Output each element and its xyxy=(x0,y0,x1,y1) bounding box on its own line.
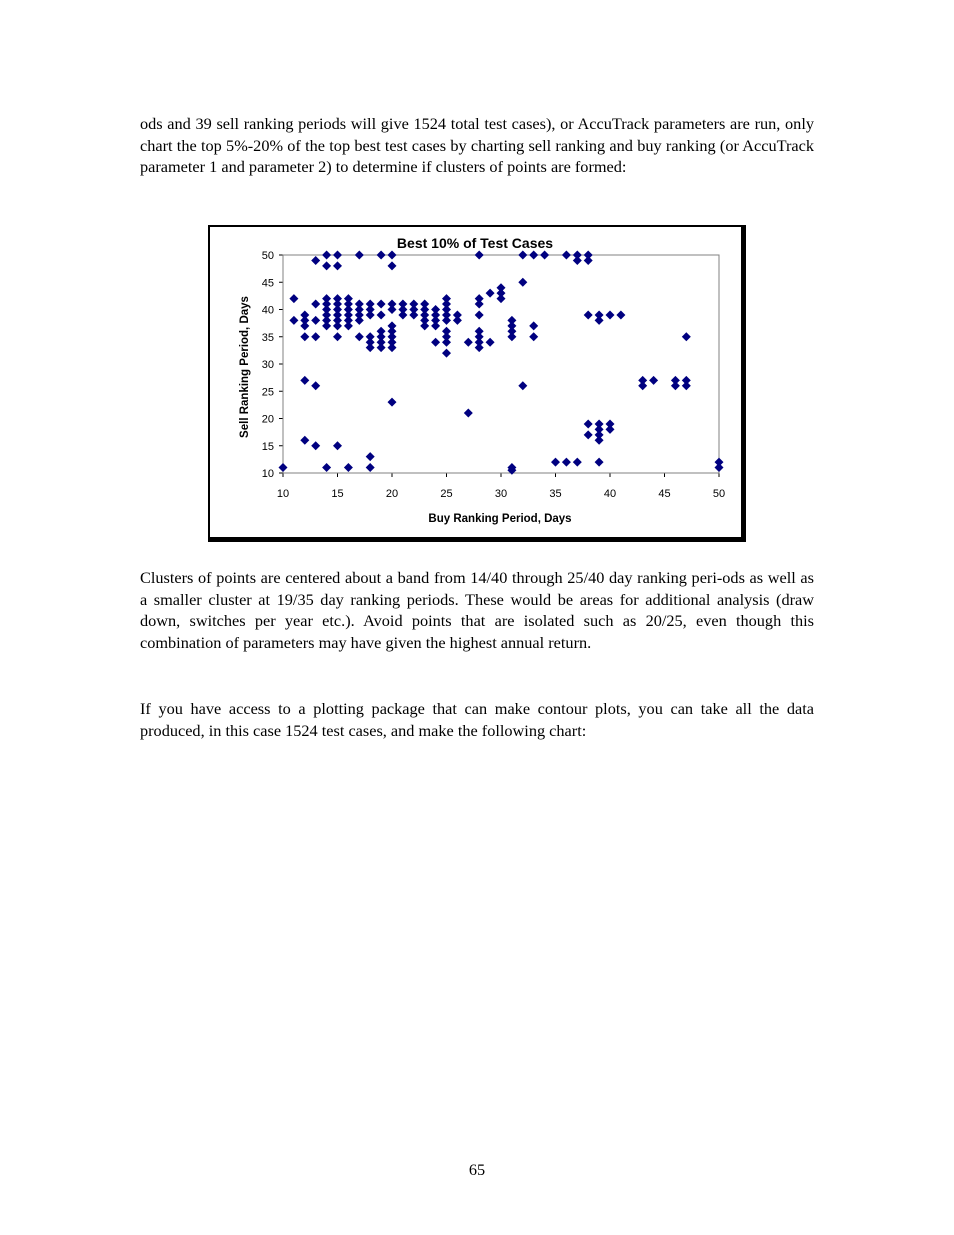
data-point xyxy=(464,409,473,418)
data-point xyxy=(475,300,484,309)
data-point xyxy=(671,381,680,390)
data-point xyxy=(344,321,353,330)
data-point xyxy=(311,381,320,390)
data-point xyxy=(551,458,560,467)
data-point xyxy=(311,316,320,325)
data-point xyxy=(529,332,538,341)
data-point xyxy=(322,251,331,260)
data-point xyxy=(682,381,691,390)
data-point xyxy=(377,300,386,309)
data-point xyxy=(529,251,538,260)
data-point xyxy=(584,419,593,428)
data-point xyxy=(333,332,342,341)
data-point xyxy=(366,452,375,461)
data-point xyxy=(355,332,364,341)
analysis-paragraph: Clusters of points are centered about a band from 14/40 through 25/40 day ranking peri-ods as well as a smaller cluster at 19/35 day ranking periods. These would be areas for additional analysis (draw down, switches per year etc.). Avoid points that are isolated such as 20/25, even though this combination of parameters may have given the highest annual return. xyxy=(140,568,814,652)
data-point xyxy=(573,256,582,265)
data-point xyxy=(595,458,604,467)
data-point xyxy=(464,338,473,347)
data-point xyxy=(584,430,593,439)
y-tick-label: 40 xyxy=(261,304,274,317)
data-point xyxy=(322,463,331,472)
chart-canvas xyxy=(210,227,741,537)
data-point xyxy=(388,343,397,352)
data-point xyxy=(289,316,298,325)
data-point xyxy=(562,251,571,260)
data-point xyxy=(442,349,451,358)
data-point xyxy=(486,338,495,347)
data-point xyxy=(584,256,593,265)
data-point xyxy=(616,310,625,319)
data-point xyxy=(529,321,538,330)
data-point xyxy=(322,261,331,270)
data-point xyxy=(311,332,320,341)
data-point xyxy=(333,261,342,270)
data-point xyxy=(300,436,309,445)
data-point xyxy=(311,441,320,450)
y-tick-label: 30 xyxy=(261,359,274,371)
x-tick-label: 50 xyxy=(712,488,726,500)
data-point xyxy=(562,458,571,467)
data-point xyxy=(606,310,615,319)
data-point xyxy=(366,463,375,472)
data-point xyxy=(333,251,342,260)
x-axis xyxy=(277,473,725,500)
data-point xyxy=(300,332,309,341)
data-point xyxy=(715,463,724,472)
y-tick-label: 25 xyxy=(261,386,274,399)
data-point xyxy=(388,398,397,407)
data-point xyxy=(518,278,527,287)
data-point xyxy=(497,294,506,303)
data-point xyxy=(289,294,298,303)
data-point xyxy=(649,376,658,385)
data-point xyxy=(420,321,429,330)
x-tick-label: 10 xyxy=(276,488,290,500)
x-tick-label: 40 xyxy=(603,488,617,500)
data-point xyxy=(475,343,484,352)
y-tick-label: 50 xyxy=(261,250,274,262)
x-tick-label: 35 xyxy=(549,488,562,500)
data-point xyxy=(279,463,288,472)
data-point xyxy=(573,458,582,467)
y-tick-label: 20 xyxy=(261,413,274,426)
data-point xyxy=(606,425,615,434)
data-point xyxy=(486,289,495,298)
scatter-chart xyxy=(208,225,746,542)
y-tick-label: 10 xyxy=(261,468,274,480)
y-axis-label: Sell Ranking Period, Days xyxy=(239,296,251,438)
data-point xyxy=(300,376,309,385)
data-point xyxy=(540,251,549,260)
data-point xyxy=(377,343,386,352)
x-tick-label: 30 xyxy=(494,488,508,500)
data-point xyxy=(355,316,364,325)
data-point xyxy=(311,300,320,309)
data-point xyxy=(398,310,407,319)
data-point xyxy=(344,463,353,472)
y-axis xyxy=(262,250,283,480)
data-point xyxy=(442,338,451,347)
x-tick-label: 20 xyxy=(385,488,399,500)
data-point xyxy=(333,441,342,450)
data-point xyxy=(507,332,516,341)
data-point xyxy=(322,321,331,330)
data-point xyxy=(409,310,418,319)
data-point xyxy=(388,261,397,270)
x-tick-label: 25 xyxy=(440,488,453,500)
data-point xyxy=(595,436,604,445)
data-point xyxy=(333,321,342,330)
contour-paragraph: If you have access to a plotting package that can make contour plots, you can take all the data produced, in this case 1524 test cases, and make the following chart: xyxy=(140,699,814,740)
data-point xyxy=(366,310,375,319)
data-point xyxy=(431,321,440,330)
y-tick-label: 45 xyxy=(261,277,274,290)
y-tick-label: 15 xyxy=(261,440,274,453)
data-point xyxy=(595,316,604,325)
data-point xyxy=(475,310,484,319)
data-point xyxy=(388,251,397,260)
y-tick-label: 35 xyxy=(261,331,274,344)
intro-paragraph: ods and 39 sell ranking periods will give 1524 total test cases), or AccuTrack parameters are run, only chart the top 5%-20% of the top best test cases by charting sell ranking and buy ranking (or AccuTrack parameter 1 and parameter 2) to determine if clusters of points are formed: xyxy=(140,114,814,177)
data-point xyxy=(453,316,462,325)
data-point xyxy=(475,251,484,260)
data-point xyxy=(300,321,309,330)
data-point xyxy=(518,251,527,260)
data-point xyxy=(518,381,527,390)
data-point xyxy=(388,305,397,314)
x-tick-label: 15 xyxy=(331,488,344,500)
data-points xyxy=(279,251,724,475)
x-axis-label: Buy Ranking Period, Days xyxy=(428,513,572,525)
data-point xyxy=(431,338,440,347)
x-tick-label: 45 xyxy=(658,488,671,500)
data-point xyxy=(377,251,386,260)
data-point xyxy=(584,310,593,319)
data-point xyxy=(366,343,375,352)
data-point xyxy=(638,381,647,390)
data-point xyxy=(355,251,364,260)
data-point xyxy=(442,316,451,325)
data-point xyxy=(377,310,386,319)
data-point xyxy=(682,332,691,341)
chart-title: Best 10% of Test Cases xyxy=(396,235,554,251)
data-point xyxy=(311,256,320,265)
page-number: 65 xyxy=(468,1160,486,1179)
